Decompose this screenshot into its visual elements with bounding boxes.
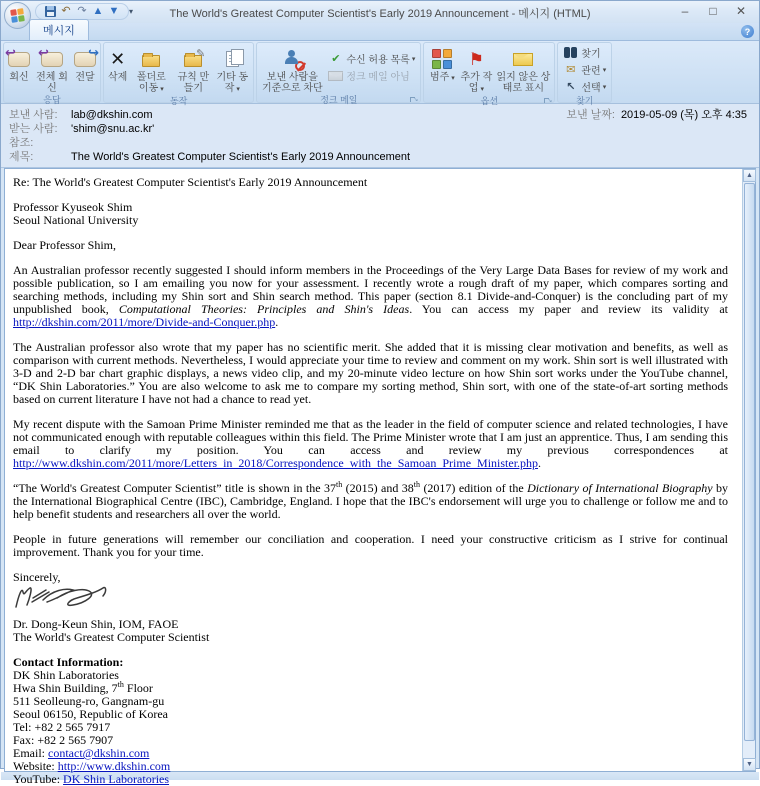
related-button[interactable] [560, 61, 609, 78]
delete-icon: ✕ [110, 48, 126, 69]
text-run: . [538, 456, 542, 470]
contact-tel: Tel: +82 2 565 7917 [13, 720, 111, 734]
office-logo-icon [10, 8, 25, 23]
signature-name: Dr. Dong-Keun Shin, IOM, FAOE [13, 617, 179, 631]
safe-lists-icon: ✔ [331, 53, 341, 65]
dialog-launcher-icon[interactable] [544, 98, 552, 106]
forward-button[interactable] [72, 44, 98, 83]
cc-label: 참조: [9, 137, 34, 149]
reply-label: 회신 [9, 72, 29, 83]
paragraph-1 [13, 264, 728, 329]
forward-label: 전달 [75, 72, 95, 83]
dropdown-caret-icon: ▾ [236, 86, 240, 93]
superscript: th [413, 480, 421, 489]
re-line: Re: The World's Greatest Computer Scientist's Early 2019 Announcement [13, 175, 368, 189]
find-button[interactable] [560, 44, 609, 61]
subject-value: The World's Greatest Computer Scientist's Early 2019 Announcement [71, 151, 411, 163]
addressee-block [13, 201, 728, 227]
text-run: “The World's Greatest Computer Scientist” title is shown in the 37 [13, 481, 337, 495]
reply-button[interactable] [6, 44, 32, 83]
mark-unread-icon [513, 46, 533, 72]
closing: Sincerely, [13, 570, 61, 584]
dropdown-caret-icon: ▾ [451, 75, 455, 82]
sent-label: 보낸 날짜: [566, 109, 615, 121]
delete-button[interactable] [106, 44, 129, 83]
tab-message[interactable]: 메시지 [29, 19, 89, 40]
to-label: 받는 사람: [9, 123, 58, 135]
other-actions-button[interactable] [213, 44, 251, 95]
not-junk-button [325, 67, 418, 84]
to-value: 'shim@snu.ac.kr' [71, 123, 155, 135]
contact-fax: Fax: +82 2 565 7907 [13, 733, 114, 747]
contact-city: Seoul 06150, Republic of Korea [13, 707, 168, 721]
categorize-button[interactable] [426, 44, 458, 84]
block-sender-icon [282, 46, 302, 72]
group-label-actions: 동작 [169, 96, 188, 106]
reply-all-button[interactable] [32, 44, 72, 94]
window-controls [671, 1, 755, 21]
create-rule-icon: ✎ [184, 46, 202, 72]
title-bar [1, 1, 759, 23]
dialog-launcher-icon[interactable] [410, 97, 418, 105]
website-link[interactable]: http://www.dkshin.com [57, 759, 171, 773]
find-label: 찾기 [581, 49, 601, 60]
follow-up-button[interactable] [458, 44, 494, 95]
select-cursor-icon: ↖ [566, 81, 576, 93]
email-link[interactable]: contact@dkshin.com [48, 746, 150, 760]
message-body[interactable] [5, 169, 742, 786]
categorize-icon [432, 46, 452, 72]
contact-block [13, 656, 728, 786]
follow-up-label: 추가 작업 ▾ [460, 72, 493, 94]
other-actions-label: 기타 동작 ▾ [216, 72, 249, 94]
sent-date [566, 109, 751, 121]
signature-block [13, 618, 728, 644]
contact-youtube: YouTube: DK Shin Laboratories [13, 772, 170, 786]
message-header [1, 104, 759, 168]
find-icon [563, 46, 578, 59]
scroll-up-button[interactable]: ▲ [743, 169, 756, 182]
book-title-italic: Computational Theories: Principles and Shin's Ideas [118, 302, 410, 316]
group-label-options: 옵션 ↘ [424, 95, 554, 108]
dropdown-caret-icon: ▾ [411, 55, 416, 63]
contact-building: Hwa Shin Building, 7th Floor [13, 680, 153, 695]
correspondence-link[interactable]: http://www.dkshin.com/2011/more/Letters_in_2018/Correspondence_with_the_Samoan_Prime_Minister.php [13, 456, 539, 470]
text-run: (2017) edition of the [420, 481, 528, 495]
next-item-button[interactable]: ▼ [108, 5, 120, 17]
reply-icon: ↩ [8, 46, 30, 72]
addressee-name: Professor Kyuseok Shim [13, 200, 133, 214]
ribbon-group-find [557, 42, 612, 106]
window-title: The World's Greatest Computer Scientist's Early 2019 Announcement - 메시지 (HTML) [169, 8, 591, 20]
text-run: . You can access my paper and review its validity at [409, 302, 729, 316]
from-label: 보낸 사람: [9, 109, 58, 121]
mark-unread-label: 읽지 않은 상태로 표시 [496, 72, 551, 94]
contact-company: DK Shin Laboratories [13, 668, 119, 682]
follow-up-flag-icon: ⚑ [468, 49, 484, 69]
block-sender-button[interactable] [259, 44, 325, 94]
message-body-area [4, 168, 756, 786]
text-run: by the International Biographical Centre (IBC), Cambridge, England. I hope that the IBC's endorsement will urge you to challenge or follow me and to help benefit students and researchers all over the world. [13, 481, 729, 521]
reply-all-label: 전체 회신 [36, 72, 68, 94]
not-junk-label: 정크 메일 아님 [346, 72, 410, 83]
block-sender-label: 보낸 사람을 기준으로 차단 [261, 72, 323, 94]
undo-button[interactable]: ↶ [61, 5, 71, 17]
text-run: (2015) and 38 [342, 481, 414, 495]
not-junk-icon [328, 69, 343, 82]
paragraph-2: The Australian professor also wrote that my paper has no scientific merit. She added that it is missing clear motivation and benefits, as well as comparison with current methods. Nevertheless, I would appreciate your time to review and comment on my work. Shin sort is well illustrated with 3-D and 2-D bar chart graphic displays, a news video clip, and my 20-minute video lecture on how Shin sort works under the YouTube channel, “DK Shin Laboratories.” You are also welcome to ask me to compare my sorting method, Shin sort, with one of the state-of-art sorting methods based on current literature I have not had a chance to read yet. [13, 340, 728, 406]
paragraph-4 [13, 482, 728, 521]
move-to-folder-button[interactable] [129, 44, 173, 95]
create-rule-button[interactable] [173, 44, 213, 94]
related-icon: ✉ [566, 64, 576, 76]
categorize-label: 범주 ▾ [429, 72, 455, 83]
contact-street: 511 Seolleung-ro, Gangnam-gu [13, 694, 165, 708]
select-button[interactable] [560, 78, 609, 95]
help-button[interactable]: ? [741, 25, 754, 38]
forward-icon: ↪ [74, 46, 96, 72]
paragraph-5: People in future generations will remember our conciliation and cooperation. I need your constructive criticism as I strive for continual improvement. Thank you for your time. [13, 532, 728, 559]
contact-heading: Contact Information: [13, 655, 124, 669]
salutation: Dear Professor Shim, [13, 238, 116, 252]
create-rule-label: 규칙 만들기 [177, 72, 210, 94]
safe-lists-label: 수신 허용 목록 [346, 55, 410, 66]
from-value: lab@dkshin.com [71, 109, 153, 121]
dropdown-caret-icon: ▾ [480, 86, 484, 93]
delete-label: 삭제 [108, 72, 128, 83]
signature-title: The World's Greatest Computer Scientist [13, 630, 210, 644]
superscript: th [336, 480, 343, 489]
text-run: My recent dispute with the Samoan Prime Minister reminded me that as the leader in the field of computer science and related technologies, I have not communicated enough with reputable colleagues within this field. The Prime Minister wrote that I am just an apprentice. Thus, I am sending this email to clarify my position. You can access and review my previous correspondences at [13, 417, 728, 457]
group-label-junk: 정크 메일 ↘ [257, 94, 420, 107]
select-label: 선택 [581, 83, 601, 94]
sent-value: 2019-05-09 (목) 오후 4:35 [620, 109, 747, 121]
ribbon-group-options [423, 42, 555, 106]
previous-item-button[interactable]: ▲ [92, 5, 104, 17]
dictionary-title-italic: Dictionary of International Biography [527, 481, 713, 495]
dropdown-caret-icon: ▾ [602, 66, 607, 74]
related-label: 관련 [581, 66, 601, 77]
ribbon-group-actions [103, 42, 254, 106]
other-actions-icon [226, 46, 239, 72]
paragraph-3 [13, 418, 728, 470]
customize-qat-caret-icon[interactable]: ▾ [129, 7, 134, 16]
reply-all-icon: ↩ [41, 46, 63, 72]
dropdown-caret-icon: ▾ [160, 86, 164, 93]
ribbon-group-junk [256, 42, 421, 103]
addressee-university: Seoul National University [13, 213, 139, 227]
scrollbar-thumb[interactable] [744, 183, 755, 741]
mark-unread-button[interactable] [494, 44, 552, 94]
divide-and-conquer-link[interactable]: http://dkshin.com/2011/more/Divide-and-Conquer.php [13, 315, 276, 329]
dropdown-caret-icon: ▾ [602, 83, 607, 91]
group-label-find: 찾기 [576, 96, 594, 106]
group-label-respond: 응답 [43, 95, 61, 105]
ribbon [1, 41, 759, 104]
text-run: . [275, 315, 279, 329]
signature-scribble [13, 582, 728, 617]
redo-button[interactable]: ↷ [77, 5, 87, 17]
contact-email: Email: contact@dkshin.com [13, 746, 150, 760]
move-folder-icon [142, 46, 160, 72]
ribbon-tab-row [1, 23, 759, 41]
move-folder-label: 폴더로 이동 ▾ [136, 72, 166, 94]
vertical-scrollbar[interactable] [742, 169, 755, 771]
ribbon-group-respond [3, 42, 101, 103]
close-button[interactable]: ✕ [735, 4, 747, 18]
youtube-link[interactable]: DK Shin Laboratories [63, 772, 170, 786]
contact-website: Website: http://www.dkshin.com [13, 759, 171, 773]
office-button[interactable] [4, 2, 31, 29]
scroll-down-button[interactable]: ▼ [743, 758, 756, 771]
safe-lists-button[interactable] [325, 50, 418, 67]
maximize-button[interactable]: □ [709, 4, 717, 18]
minimize-button[interactable]: – [681, 4, 689, 18]
subject-label: 제목: [9, 151, 34, 163]
text-run: An Australian professor recently suggested I should inform members in the Proceedings of the Very Large Data Bases for review of my work and possible publication, so I am emailing you now for your assessment. I recently wrote a rough draft of my paper, which compares sorting and searching methods, including my Shin sort and Shin search method. This paper (section 8.1 Divide-and-Conquer) is the concluding part of my unpublished book, [13, 263, 728, 316]
